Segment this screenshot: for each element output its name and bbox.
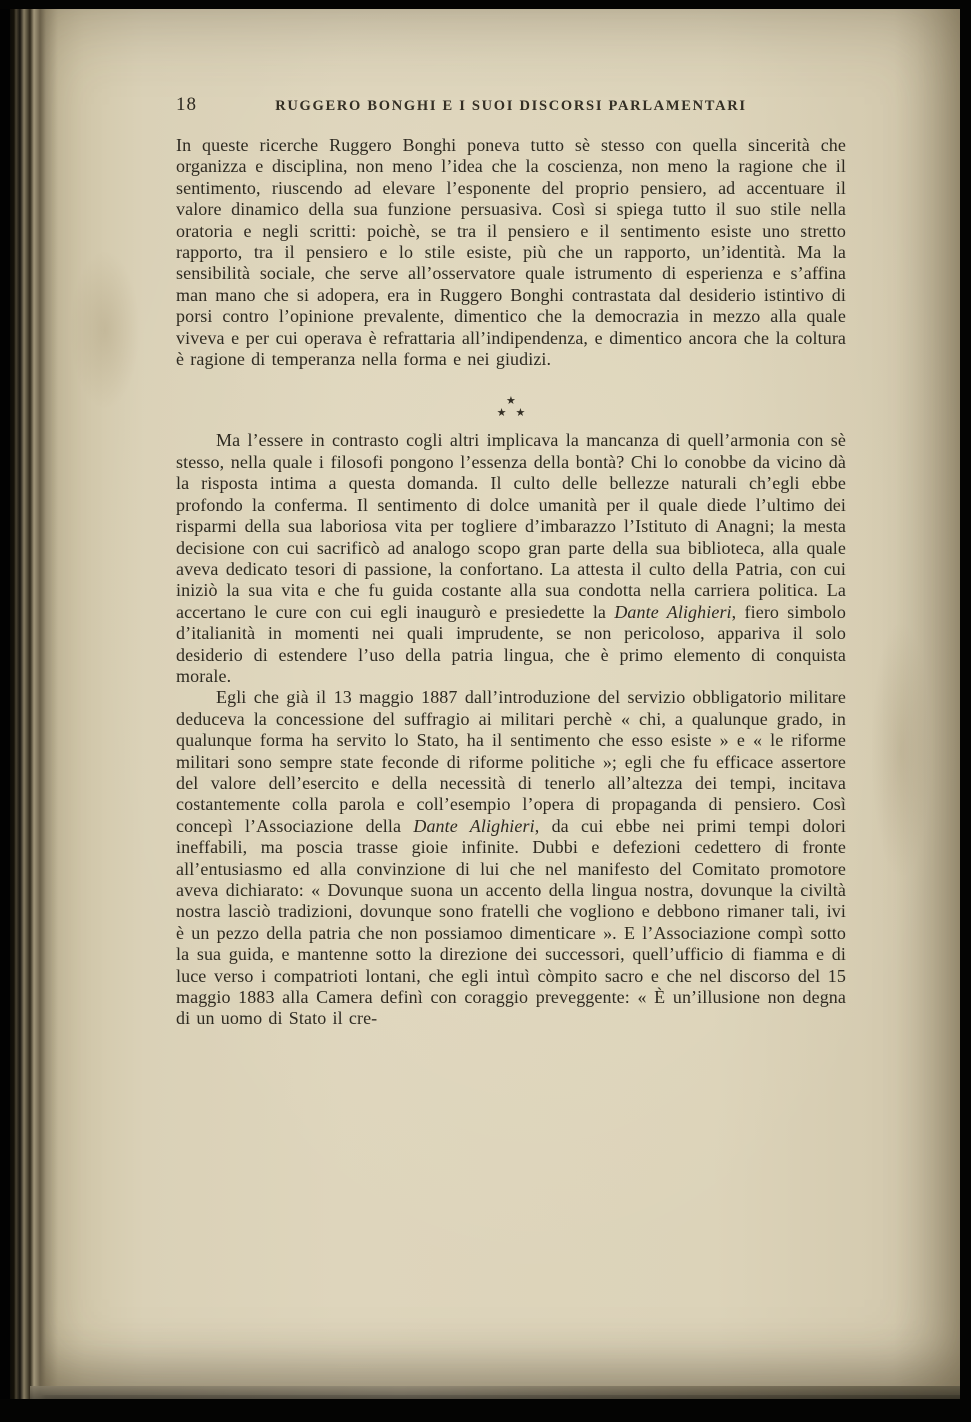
paragraph-3 (176, 687, 846, 1030)
text-run: Ma l’essere in contrasto cogli altri implicava la mancanza di quell’armonia con sè stesso, nella quale i filosofi pongono l’essenza della bontà? Chi lo conobbe da vicino dà la risposta intima a questa domanda. Il culto delle bellezze naturali ch’egli ebbe profondo la conferma. Il sentimento di dolce umanità per il quale diede l’ultimo dei risparmi della sua laboriosa vita per togliere d’imbarazzo l’Istituto di Anagni; la mesta decisione con cui sacrificò ad analogo scopo gran parte della sua biblioteca, alla quale aveva dedicato tesori di passione, la confortano. La attesta il culto della Patria, con cui iniziò la sua vita e che fu guida costante alla sua condotta nella carriera politica. La accertano le cure con cui egli inaugurò e presiedette la (176, 430, 846, 622)
paper-stain (871, 620, 931, 880)
star-pair (176, 407, 846, 419)
star-icon: ★ (515, 407, 535, 420)
asterism-separator (176, 396, 846, 419)
page-body (176, 135, 846, 1030)
scan-border-right (960, 0, 971, 1422)
book-binding-gutter (0, 0, 58, 1422)
paragraph-2 (176, 430, 846, 687)
italic-text-run: Dante Alighieri (413, 815, 535, 836)
text-run: , da cui ebbe nei primi tempi dolori ineffabili, ma poscia trasse gioie infinite. Dubbi e defezioni cedettero di fronte all’entusiasmo ed alla convinzione di lui che nel manifesto del Comitato promotore aveva dichiarato: « Dovunque suona un accento della lingua nostra, dovunque la civiltà nostra lasciò tradizioni, dovunque sono fratelli che vogliono e debbono rimaner tali, ivi è un pezzo della patria che non possiamoo dimenticare ». E l’Associazione compì sotto la sua guida, e mantenne sotto la direzione dei successori, quell’ufficio di fiamma e di luce verso i compatrioti lontani, che egli intuì còmpito sacro e che nel discorso del 15 maggio 1883 alla Camera definì con coraggio preveggente: « È un’illusione non degna di un uomo di Stato il cre- (176, 815, 846, 1029)
page-number: 18 (176, 94, 197, 115)
scan-border-top (0, 0, 971, 9)
scan-border-bottom (0, 1399, 971, 1422)
text-column (176, 94, 846, 1030)
paper-stain (70, 250, 140, 410)
text-run: Egli che già il 13 maggio 1887 dall’introduzione del servizio obbligatorio militare deduceva la concessione del suffragio ai militari perchè « chi, a qualunque grado, in qualunque forma ha servito lo Stato, ha il sentimento che esso esiste » e « le riforme militari sono sempre state feconde di riforme politiche »; egli che fu efficace assertore del valore dell’esercito e della necessità di tenerlo all’altezza dei tempi, incitava costantemente colla parola e coll’esempio l’opera di propaganda di pensiero. Così concepì l’Associazione della (176, 687, 846, 836)
stacked-page-edges (30, 1386, 960, 1399)
running-header: RUGGERO BONGHI E I SUOI DISCORSI PARLAMENTARI (275, 98, 747, 114)
text-run: In queste ricerche Ruggero Bonghi poneva tutto sè stesso con quella sincerità che organizza e disciplina, non meno l’idea che la coscienza, non meno la ragione che il sentimento, riuscendo ad elevare l’esponente del proprio pensiero, ad accentuare il valore dinamico della sua funzione persuasiva. Così si spiega tutto il suo stile nella oratoria e negli scritti: poichè, se tra il pensiero e il sentimento esiste uno stretto rapporto, tra il pensiero e lo stile esiste, più che un rapporto, un’identità. Ma la sensibilità sociale, che serve all’osservatore quale istrumento di esperienza e s’affina man mano che si adopera, era in Ruggero Bonghi contrastata dal desiderio istintivo di porsi contro l’opinione prevalente, dimentico che la democrazia in mezzo alla quale viveva e per cui operava è refrattaria all’indipendenza, e dimentico ancora che la coltura è ragione di temperanza nella forma e nei giudizi. (176, 135, 846, 370)
italic-text-run: Dante Alighieri (614, 601, 732, 622)
page-header-row (176, 94, 846, 126)
star-icon: ★ (496, 407, 516, 420)
paragraph-1 (176, 135, 846, 370)
star-icon: ★ (506, 395, 516, 408)
text-run: , fiero simbolo d’italianità in momenti nei quali imprudente, se non pericoloso, appariva il solo desiderio di estendere l’uso della patria lingua, che è primo elemento di conquista morale. (176, 601, 847, 686)
